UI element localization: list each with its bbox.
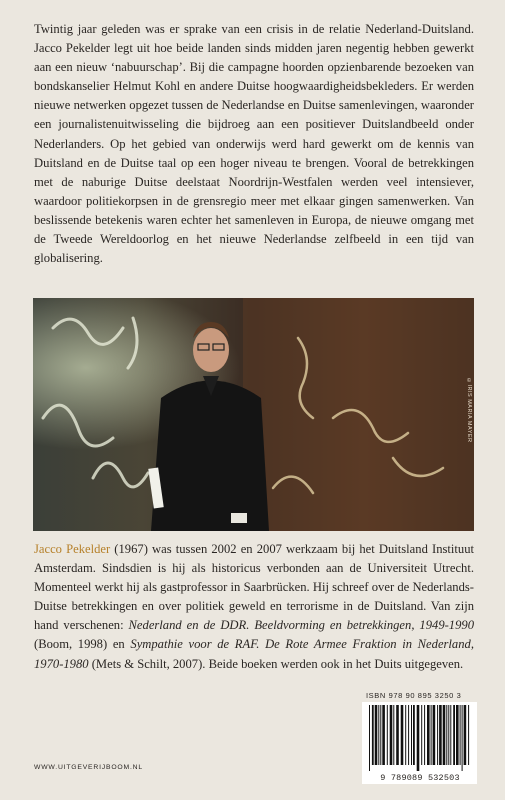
- barcode-bar: [437, 705, 438, 765]
- barcode-bar: [411, 705, 412, 765]
- bio-text-3: (Mets & Schilt, 2007). Beide boeken werden ook in het Duits uitgegeven.: [88, 656, 464, 671]
- barcode-bar: [417, 705, 420, 771]
- blurb-text: Twintig jaar geleden was er sprake van een crisis in de relatie Nederland-Duitsland. Jacco Pekelder legt uit hoe beide landen sinds midden jaren negentig hebben gewerkt aan een nieuw ‘nabuurschap’. Bij die campagne hoorden opzienbarende bezoeken van bondskanselier Helmut Kohl en andere Duitse hoogwaardigheidsbekleders. Er werden nieuwe netwerken opgezet tussen de Nederlandse en Duitse samenlevingen, waaronder een journalistenuitwisseling die bijdroeg aan een positiever Duitslandbeeld onder Nederlanders. Op het gebied van onderwijs werd hard gewerkt om de kennis van Duitsland en de Duitse taal op een hoger niveau te brengen. Vooral de betrekkingen met de naburige Duitse deelstaat Noordrijn-Westfalen werden veel intensiever, waardoor politiekorpsen in de grensregio meer met elkaar gingen samenwerken. Van beslissende betekenis waren echter het samenleven in Europa, de nieuwe omgang met de Tweede Wereldoorlog en het nieuwe Nederlandse zelfbeeld in een tijd van globalisering.: [34, 22, 474, 266]
- barcode-bar: [462, 705, 463, 771]
- barcode-bar: [450, 705, 451, 765]
- barcode-bar: [387, 705, 388, 765]
- author-photo: [33, 298, 474, 531]
- barcode-bar: [413, 705, 415, 765]
- barcode-bars: [369, 705, 470, 771]
- barcode: [362, 702, 477, 784]
- barcode-bar: [401, 705, 404, 765]
- barcode-bar: [372, 705, 374, 765]
- barcode-bar: [448, 705, 449, 765]
- barcode-bar: [456, 705, 459, 765]
- publisher-website: WWW.UITGEVERIJBOOM.NL: [34, 764, 143, 771]
- barcode-bar: [439, 705, 442, 765]
- barcode-bar: [408, 705, 409, 765]
- barcode-bar: [424, 705, 425, 765]
- author-name: Jacco Pekelder: [34, 542, 111, 556]
- barcode-bar: [460, 705, 461, 765]
- book-title-1: Nederland en de DDR. Beeldvorming en betrekkingen, 1949-1990: [128, 618, 474, 633]
- author-bio: [34, 540, 474, 674]
- barcode-bar: [468, 705, 469, 765]
- barcode-bar: [446, 705, 447, 765]
- author-photo-image: [33, 298, 474, 531]
- barcode-bar: [378, 705, 379, 765]
- barcode-bar: [375, 705, 378, 765]
- barcode-bar: [433, 705, 436, 765]
- barcode-bar: [382, 705, 385, 765]
- barcode-bar: [405, 705, 406, 765]
- bio-text-2: (Boom, 1998) en: [34, 637, 131, 652]
- photo-credit: ©IRIS MARIA MAYER: [466, 378, 472, 443]
- barcode-bar: [396, 705, 399, 765]
- barcode-bar: [431, 705, 432, 765]
- barcode-bar: [453, 705, 455, 765]
- bio-text-1: (1967) was tussen 2002 en 2007 werkzaam bij het Duitsland Instituut Amsterdam. Sindsdien is hij als historicus verbonden aan de Universiteit Utrecht. Momenteel werkt hij als gastprofessor in Saarbrücken. Hij schreef over de Nederlands-Duitse betrekkingen en over politiek geweld en terrorisme in de Duitsland. Van zijn hand verschenen:: [34, 542, 474, 633]
- barcode-bar: [427, 705, 430, 765]
- book-title-2: Sympathie voor de RAF. De Rote Armee Fraktion in Nederland, 1970-1980: [34, 637, 474, 671]
- barcode-bar: [443, 705, 446, 765]
- barcode-bar: [369, 705, 370, 771]
- barcode-digits: 9 789089 532503: [380, 773, 460, 783]
- barcode-bar: [380, 705, 381, 765]
- barcode-bar: [421, 705, 422, 765]
- barcode-bar: [393, 705, 394, 765]
- barcode-bar: [390, 705, 393, 765]
- barcode-bar: [464, 705, 467, 765]
- isbn-label: ISBN 978 90 895 3250 3: [366, 691, 462, 700]
